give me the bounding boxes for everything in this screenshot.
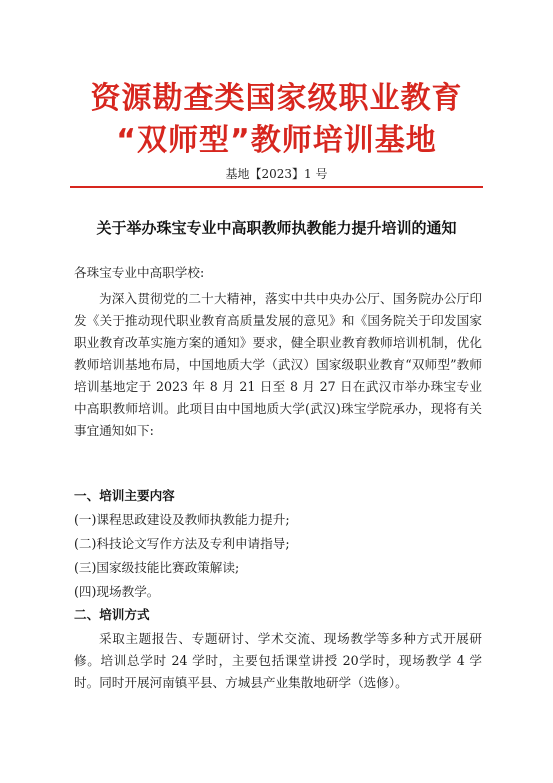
notice-title: 关于举办珠宝专业中高职教师执教能力提升培训的通知 [96, 219, 457, 237]
header-divider [70, 186, 483, 188]
section-heading-method: 二、培训方式 [74, 607, 150, 622]
list-item: (二)科技论文写作方法及专利申请指导; [74, 536, 290, 551]
header-title-line2: “双师型”教师培训基地 [116, 123, 437, 158]
header-title-line1: 资源勘查类国家级职业教育 [90, 81, 463, 116]
list-item: (一)课程思政建设及教师执教能力提升; [74, 512, 290, 527]
section-heading-content: 一、培训主要内容 [74, 488, 175, 503]
salutation: 各珠宝专业中高职学校: [74, 265, 205, 280]
training-method-paragraph: 采取主题报告、专题研讨、学术交流、现场教学等多种方式开展研修。培训总学时 24 学时，主要包括课堂讲授 20学时，现场教学 4 学时。同时开展河南镇平县、方城县产业集散地研学（选修）。 [74, 631, 482, 690]
intro-paragraph: 为深入贯彻党的二十大精神，落实中共中央办公厅、国务院办公厅印发《关于推动现代职业教育高质量发展的意见》和《国务院关于印发国家职业教育改革实施方案的通知》要求，健全职业教育教师培训机制，优化教师培训基地布局，中国地质大学（武汉）国家级职业教育“双师型”教师培训基地定于 2023 年 8 月 21 日至 8 月 27 日在武汉市举办珠宝专业中高职教师培训。此项目由中国地质大学(武汉)珠宝学院承办，现将有关事宜通知如下: [74, 291, 482, 438]
list-item: (四)现场教学。 [74, 584, 160, 599]
list-item: (三)国家级技能比赛政策解读; [74, 560, 240, 575]
document-number: 基地【2023】1 号 [225, 167, 328, 181]
training-content-list [74, 508, 482, 604]
